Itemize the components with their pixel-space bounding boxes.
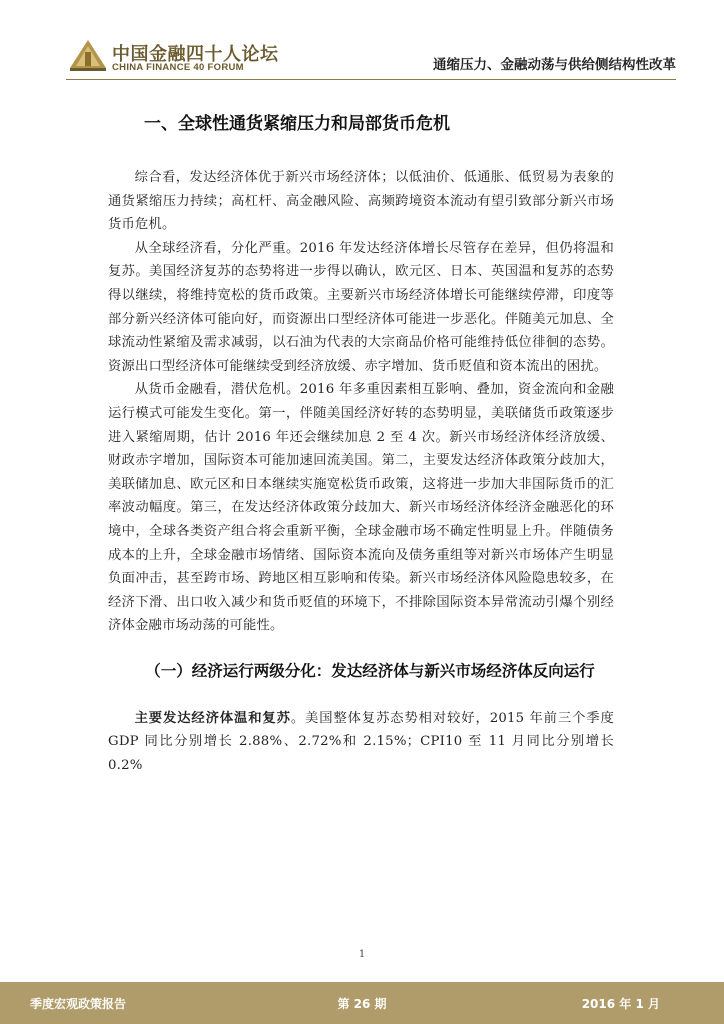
body-paragraph: 综合看，发达经济体优于新兴市场经济体；以低油价、低通胀、低贸易为表象的通货紧缩压力持续；高杠杆、高金融风险、高频跨境资本流动有望引致部分新兴市场货币危机。 xyxy=(108,170,614,233)
logo-chinese-name: 中国金融四十人论坛 xyxy=(112,44,279,65)
report-title: 通缩压力、金融动荡与供给侧结构性改革 xyxy=(433,57,676,73)
forum-logo-icon xyxy=(68,38,108,72)
body-paragraph xyxy=(108,707,614,778)
paragraph-lead: 主要发达经济体温和复苏 xyxy=(134,710,291,726)
subsection-heading: （一）经济运行两级分化：发达经济体与新兴市场经济体反向运行 xyxy=(145,661,595,680)
page-header xyxy=(0,0,724,82)
logo-english-name: CHINA FINANCE 40 FORUM xyxy=(112,62,244,73)
footer-publication: 季度宏观政策报告 xyxy=(30,997,127,1011)
body-paragraph: 从货币金融看，潜伏危机。2016 年多重因素相互影响、叠加，资金流向和金融运行模式可能发生变化。第一，伴随美国经济好转的态势明显，美联储货币政策逐步进入紧缩周期，估计 2016 年还会继续加息 2 至 4 次。新兴市场经济体经济放缓、财政赤字增加，国际资本可能加速回流美国。第二，主要发达经济体政策分歧加大，美联储加息、欧元区和日本继续实施宽松货币政策，这将进一步加大非国际货币的汇率波动幅度。第三，在发达经济体政策分歧加大、新兴市场经济体经济金融恶化的环境中，全球各类资产组合将会重新平衡，全球金融市场不确定性明显上升。伴随债务成本的上升，全球金融市场情绪、国际资本流向及债务重组等对新兴市场体产生明显负面冲击，甚至跨市场、跨地区相互影响和传染。新兴市场经济体风险隐患较多，在经济下滑、出口收入减少和货币贬值的环境下，不排除国际资本异常流动引爆个别经济体金融市场动荡的可能性。 xyxy=(108,382,614,634)
section-heading: 一、全球性通货紧缩压力和局部货币危机 xyxy=(144,114,450,134)
body-paragraph: 从全球经济看，分化严重。2016 年发达经济体增长尽管存在差异，但仍将温和复苏。美国经济复苏的态势将进一步得以确认，欧元区、日本、英国温和复苏的态势得以继续，将维持宽松的货币政策。主要新兴市场经济体增长可能继续停滞，印度等部分新兴经济体可能向好，而资源出口型经济体可能进一步恶化。伴随美元加息、全球流动性紧缩及需求减弱，以石油为代表的大宗商品价格可能维持低位徘徊的态势。资源出口型经济体可能继续受到经济放缓、赤字增加、货币贬值和资本流出的困扰。 xyxy=(108,240,614,374)
header-divider xyxy=(66,79,676,80)
paragraph-text: 。美国整体复苏态势相对较好，2015 年前三个季度 GDP 同比分别增长 2.88%、2.72%和 2.15%；CPI10 至 11 月同比分别增长 0.2% xyxy=(108,710,614,774)
page-footer xyxy=(0,982,724,1024)
document-body xyxy=(108,108,614,778)
footer-issue: 第 26 期 xyxy=(337,997,387,1011)
page-number: 1 xyxy=(358,949,366,960)
footer-date: 2016 年 1 月 xyxy=(581,997,660,1011)
